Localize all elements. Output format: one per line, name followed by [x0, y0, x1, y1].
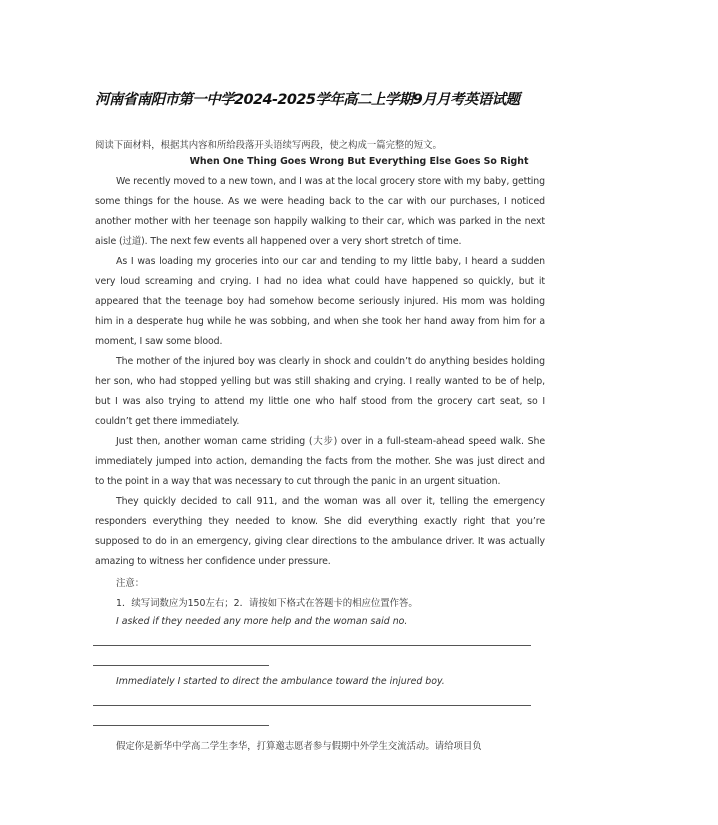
article-paragraph: Just then, another woman came striding (大步) over in a full-steam-ahead speed walk. She immediately jumped into action, demanding the facts from the mother. She was just direct and to the point in a way that was necessary to cut through the panic in an urgent situation. — [95, 436, 545, 487]
article-paragraph: They quickly decided to call 911, and the woman was all over it, telling the emergency responders everything they needed to know. She did everything exactly right that you’re supposed to do in an emergency, giving clear directions to the ambulance driver. It was actually amazing to witness her confidence under pressure. — [95, 496, 545, 567]
notes-items: 1．续写词数应为150左右；2．请按如下格式在答题卡的相应位置作答。 — [116, 598, 418, 609]
notes-heading: 注意： — [116, 578, 145, 589]
article-title: When One Thing Goes Wrong But Everything Else Goes So Right — [189, 156, 529, 167]
article-paragraph: The mother of the injured boy was clearly in shock and couldn’t do anything besides holding her son, who had stopped yelling but was still shaking and crying. I really wanted to be of help, but I was also trying to attend my little one who half stood from the grocery cart seat, so I couldn’t get there immediately. — [95, 356, 545, 427]
answer-line — [93, 705, 531, 706]
article-paragraph: We recently moved to a new town, and I was at the local grocery store with my baby, getting some things for the house. As we were heading back to the car with our purchases, I noticed another mother with her teenage son happily walking to their car, which was parked in the next aisle (过道). The next few events all happened over a very short stretch of time. — [95, 176, 545, 247]
answer-line — [93, 645, 531, 646]
article-paragraph: As I was loading my groceries into our car and tending to my little baby, I heard a sudden very loud screaming and crying. I had no idea what could have happened so quickly, but it appeared that the teenage boy had somehow become seriously injured. His mom was holding him in a desperate hug while he was sobbing, and when she took her hand away from him for a moment, I saw some blood. — [95, 256, 545, 347]
paragraph-starter-1: I asked if they needed any more help and the woman said no. — [116, 616, 408, 627]
answer-line — [93, 725, 269, 726]
answer-line — [93, 665, 269, 666]
document-title: 河南省南阳市第一中学2024-2025学年高二上学期9月月考英语试题 — [95, 92, 520, 108]
next-task-text: 假定你是新华中学高二学生李华，打算邀志愿者参与假期中外学生交流活动。请给项目负 — [116, 741, 482, 752]
task-instructions: 阅读下面材料，根据其内容和所给段落开头语续写两段，使之构成一篇完整的短文。 — [95, 140, 442, 151]
paragraph-starter-2: Immediately I started to direct the ambulance toward the injured boy. — [116, 676, 445, 687]
